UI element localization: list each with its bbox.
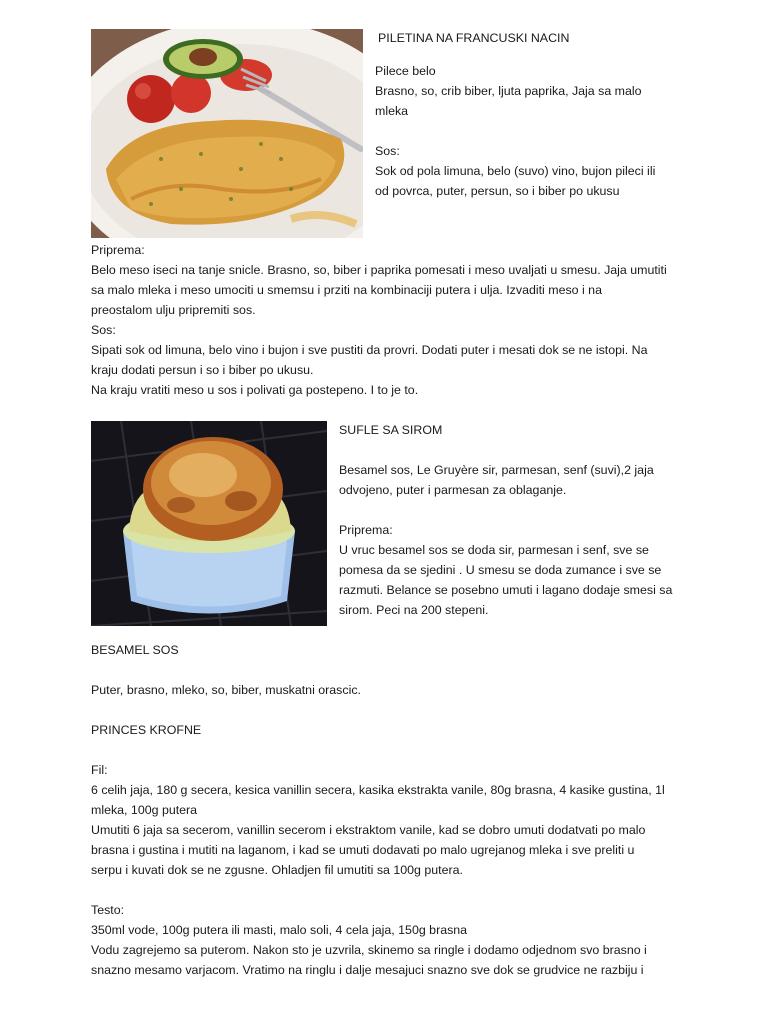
sauce-line: Sok od pola limuna, belo (suvo) vino, bujon pileci ili — [375, 164, 656, 178]
recipe-title: PILETINA NA FRANCUSKI NACIN — [378, 31, 570, 45]
recipe-title: BESAMEL SOS — [91, 643, 179, 657]
prep-line: Sipati sok od limuna, belo vino i bujon i sve pustiti da provri. Dodati puter i mesati dok se ne istopi. Na — [91, 343, 648, 357]
fil-line: serpu i kuvati dok se ne zgusne. Ohladjen fil umutiti sa 100g putera. — [91, 863, 463, 877]
prep-line: preostalom ulju pripremiti sos. — [91, 303, 256, 317]
ingredient-line: Besamel sos, Le Gruyère sir, parmesan, senf (suvi),2 jaja — [339, 463, 654, 477]
prep-line: sirom. Peci na 200 stepeni. — [339, 603, 489, 617]
fil-line: brasna i gustina i mutiti na laganom, i kad se umuti dodavati po malo ugrejanog mleka i sve preliti u — [91, 843, 635, 857]
prep-line: Priprema: — [339, 523, 393, 537]
testo-line: 350ml vode, 100g putera ili masti, malo soli, 4 cela jaja, 150g brasna — [91, 923, 468, 937]
recipe-title: PRINCES KROFNE — [91, 723, 202, 737]
prep-line: kraju dodati persun i so i biber po ukusu. — [91, 363, 314, 377]
testo-line: Vodu zagrejemo sa puterom. Nakon sto je uzvrila, skinemo sa ringle i dodamo odjednom svo brasno i — [91, 943, 647, 957]
sauce-label: Sos: — [375, 144, 400, 158]
testo-line: snazno mesamo varjacom. Vratimo na ringlu i dalje mesajuci snazno sve dok se grudvice ne razbiju i — [91, 963, 644, 977]
prep-line: razmuti. Belance se posebno umuti i lagano dodaje smesi sa — [339, 583, 673, 597]
fil-line: Fil: — [91, 763, 108, 777]
ingredient-line: Brasno, so, crib biber, ljuta paprika, Jaja sa malo — [375, 84, 642, 98]
fil-line: Umutiti 6 jaja sa secerom, vanillin secerom i ekstraktom vanile, kad se dobro umuti dodatvati po malo — [91, 823, 646, 837]
ingredient-line: mleka — [375, 104, 409, 118]
prep-line: Priprema: — [91, 243, 145, 257]
prep-line: U vruc besamel sos se doda sir, parmesan i senf, sve se — [339, 543, 649, 557]
prep-line: sa malo mleka i meso umociti u smemsu i prziti na kombinaciji putera i ulja. Izvaditi meso i na — [91, 283, 602, 297]
prep-line: Belo meso iseci na tanje snicle. Brasno, so, biber i paprika pomesati i meso uvaljati u smesu. Jaja umutiti — [91, 263, 667, 277]
fil-line: mleka, 100g putera — [91, 803, 198, 817]
prep-line: pomesa da se sjedini . U smesu se doda zumance i sve se — [339, 563, 662, 577]
recipe-title: SUFLE SA SIROM — [339, 423, 443, 437]
chicken-dish-photo — [91, 29, 363, 238]
testo-line: Testo: — [91, 903, 125, 917]
ingredient-line: Puter, brasno, mleko, so, biber, muskatni orascic. — [91, 683, 361, 697]
ingredient-line: odvojeno, puter i parmesan za oblaganje. — [339, 483, 567, 497]
prep-line: Na kraju vratiti meso u sos i polivati ga postepeno. I to je to. — [91, 383, 419, 397]
souffle-photo — [91, 421, 327, 626]
prep-line: Sos: — [91, 323, 116, 337]
fil-line: 6 celih jaja, 180 g secera, kesica vanillin secera, kasika ekstrakta vanile, 80g brasna, 4 kasike gustina, 1l — [91, 783, 665, 797]
ingredient-line: Pilece belo — [375, 64, 436, 78]
sauce-line: od povrca, puter, persun, so i biber po ukusu — [375, 184, 620, 198]
